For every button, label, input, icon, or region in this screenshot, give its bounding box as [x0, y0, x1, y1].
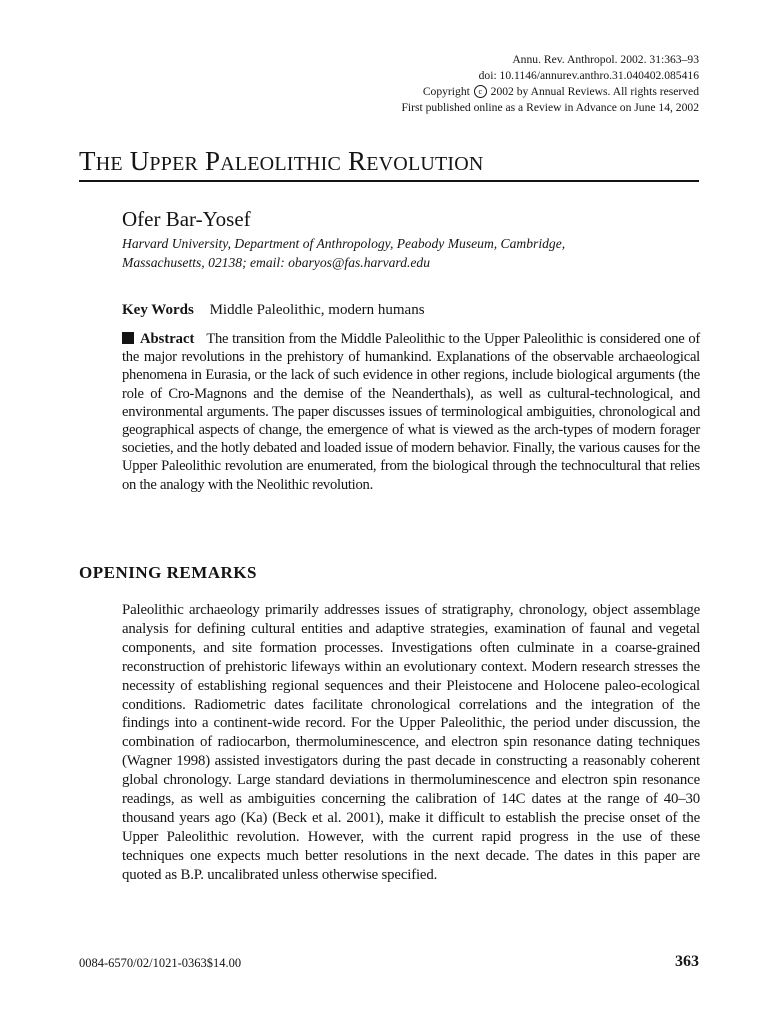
affiliation-line: Harvard University, Department of Anthropology, Peabody Museum, Cambridge, — [122, 236, 566, 251]
affiliation-line: Massachusetts, 02138; email: obaryos@fas.harvard.edu — [122, 255, 431, 270]
page-number: 363 — [675, 953, 699, 970]
section-heading: OPENING REMARKS — [79, 563, 257, 582]
keywords-label: Key Words — [122, 302, 194, 318]
copyright-line — [279, 84, 699, 100]
copyright-text: 2002 by Annual Reviews. All rights reserved — [490, 85, 699, 98]
author-name: Ofer Bar-Yosef — [122, 207, 251, 231]
title-word: PALEOLITHIC — [204, 146, 342, 176]
journal-header — [279, 52, 699, 116]
square-bullet-icon — [122, 332, 134, 344]
title-word: THE — [79, 146, 123, 176]
keywords-value: Middle Paleolithic, modern humans — [209, 302, 425, 318]
abstract-label: Abstract — [140, 331, 195, 347]
first-published-line: First published online as a Review in Advance on June 14, 2002 — [401, 101, 699, 114]
journal-citation: Annu. Rev. Anthropol. 2002. 31:363–93 — [512, 53, 699, 66]
title-rule — [79, 180, 699, 182]
title-word: UPPER — [129, 146, 199, 176]
article-title — [79, 146, 484, 177]
author-affiliation — [122, 234, 702, 272]
body-paragraph: Paleolithic archaeology primarily addresses issues of stratigraphy, chronology, object assemblage analysis for defining cultural entities and adaptive strategies, examination of faunal and vegetal components, and site formation processes. Investigations often culminate in a coarse-grained reconstruction of prehistoric lifeways within an evolutionary context. Modern research stresses the necessity of establishing regional sequences and their Pleistocene and Holocene paleo-ecological conditions. Radiometric dates facilitate chronological correlations and the integration of the findings into a continent-wide record. For the Upper Paleolithic, the period under discussion, the combination of radiocarbon, thermoluminescence, and electron spin resonance dating techniques (Wagner 1998) assisted investigators during the past decade in constructing a reasonably coherent global chronology. Large standard deviations in thermoluminescence and electron spin resonance readings, as well as ambiguities concerning the calibration of 14C dates at the range of 40–30 thousand years ago (Ka) (Beck et al. 2001), make it difficult to establish the precise onset of the Upper Paleolithic revolution. However, with the current rapid progress in the use of these techniques one expects much better resolutions in the next decade. The dates in this paper are quoted as B.P. uncalibrated unless otherwise specified. — [122, 602, 700, 883]
copyright-icon: c — [474, 85, 487, 98]
journal-doi: doi: 10.1146/annurev.anthro.31.040402.085416 — [478, 69, 699, 82]
abstract-text: The transition from the Middle Paleolithic to the Upper Paleolithic is considered one of the major revolutions in the prehistory of humankind. Explanations of the observable archaeological phenomena in Eurasia, or the lack of such evidence in other regions, include biological arguments (the role of Cro-Magnons and the demise of the Neanderthals), as well as cultural-technological, and environmental arguments. The paper discusses issues of terminological ambiguities, chronological and geographical aspects of change, the emergence of what is viewed as the arch-types of modern forager societies, and the hotly debated and loaded issue of modern behavior. Finally, the various causes for the Upper Paleolithic revolution are enumerated, from the biological through the technocultural that relies on the analogy with the Neolithic revolution. — [122, 331, 700, 493]
footer-code: 0084-6570/02/1021-0363$14.00 — [79, 956, 242, 970]
abstract — [122, 330, 700, 494]
copyright-prefix: Copyright — [422, 85, 470, 98]
title-word: REVOLUTION — [348, 146, 484, 176]
keywords — [122, 302, 425, 319]
